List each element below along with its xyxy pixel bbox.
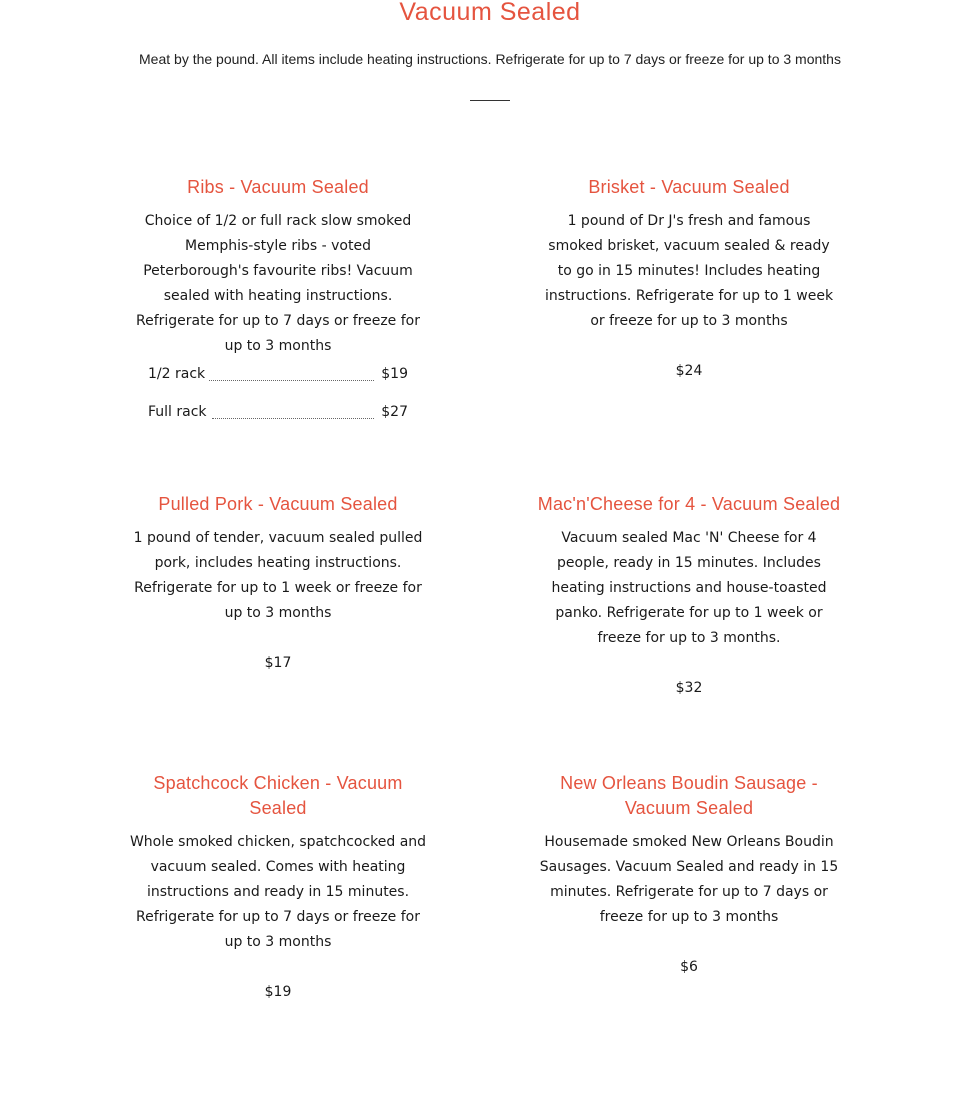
menu-item-title: Ribs - Vacuum Sealed bbox=[187, 177, 369, 197]
variant-leader-dots bbox=[212, 416, 374, 419]
variant-price: $27 bbox=[377, 400, 408, 425]
section-description: Meat by the pound. All items include heating instructions. Refrigerate for up to 7 days or freeze for up to 3 months bbox=[139, 51, 841, 67]
menu-item-boudin-sausage bbox=[539, 771, 839, 980]
section-title: Vacuum Sealed bbox=[399, 0, 581, 26]
menu-item-ribs bbox=[128, 175, 428, 359]
menu-item-price: $6 bbox=[680, 959, 698, 975]
menu-item-description: Housemade smoked New Orleans Boudin Sausages. Vacuum Sealed and ready in 15 minutes. Refrigerate for up to 7 days or freeze for up to 3 months bbox=[539, 834, 839, 925]
menu-item-title: Brisket - Vacuum Sealed bbox=[588, 177, 790, 197]
menu-item-price: $17 bbox=[264, 655, 292, 671]
menu-item-price: $24 bbox=[675, 363, 703, 379]
menu-item-description: Choice of 1/2 or full rack slow smoked Memphis-style ribs - voted Peterborough's favourite ribs! Vacuum sealed with heating instructions. Refrigerate for up to 7 days or freeze for up to 3 months bbox=[136, 213, 420, 354]
menu-item-price: $19 bbox=[264, 984, 292, 1000]
menu-item-mac-n-cheese bbox=[532, 492, 846, 701]
section-divider bbox=[470, 100, 510, 101]
menu-item-description: 1 pound of Dr J's fresh and famous smoked brisket, vacuum sealed & ready to go in 15 minutes! Includes heating instructions. Refrigerate for up to 1 week or freeze for up to 3 months bbox=[544, 213, 834, 329]
menu-item-description: Whole smoked chicken, spatchcocked and vacuum sealed. Comes with heating instructions and ready in 15 minutes. Refrigerate for up to 7 days or freeze for up to 3 months bbox=[129, 834, 427, 950]
menu-item-title: New Orleans Boudin Sausage - Vacuum Sealed bbox=[560, 773, 818, 818]
menu-item-description: Vacuum sealed Mac 'N' Cheese for 4 people, ready in 15 minutes. Includes heating instructions and house-toasted panko. Refrigerate for up to 1 week or freeze for up to 3 months. bbox=[551, 530, 827, 646]
menu-item-spatchcock-chicken bbox=[128, 771, 428, 1005]
variant-row-half-rack bbox=[148, 362, 408, 387]
menu-item-title: Pulled Pork - Vacuum Sealed bbox=[158, 494, 398, 514]
menu-item-title: Mac'n'Cheese for 4 - Vacuum Sealed bbox=[537, 494, 841, 514]
menu-item-pulled-pork bbox=[128, 492, 428, 676]
menu-item-price: $32 bbox=[675, 680, 703, 696]
menu-item-title: Spatchcock Chicken - Vacuum Sealed bbox=[153, 773, 403, 818]
menu-item-description: 1 pound of tender, vacuum sealed pulled pork, includes heating instructions. Refrigerate for up to 1 week or freeze for up to 3 months bbox=[133, 530, 423, 621]
variant-price: $19 bbox=[377, 362, 408, 387]
menu-item-brisket bbox=[539, 175, 839, 384]
variant-row-full-rack bbox=[148, 400, 408, 425]
variant-label: 1/2 rack bbox=[148, 362, 209, 387]
variant-leader-dots bbox=[204, 378, 374, 381]
variant-label: Full rack bbox=[148, 400, 211, 425]
